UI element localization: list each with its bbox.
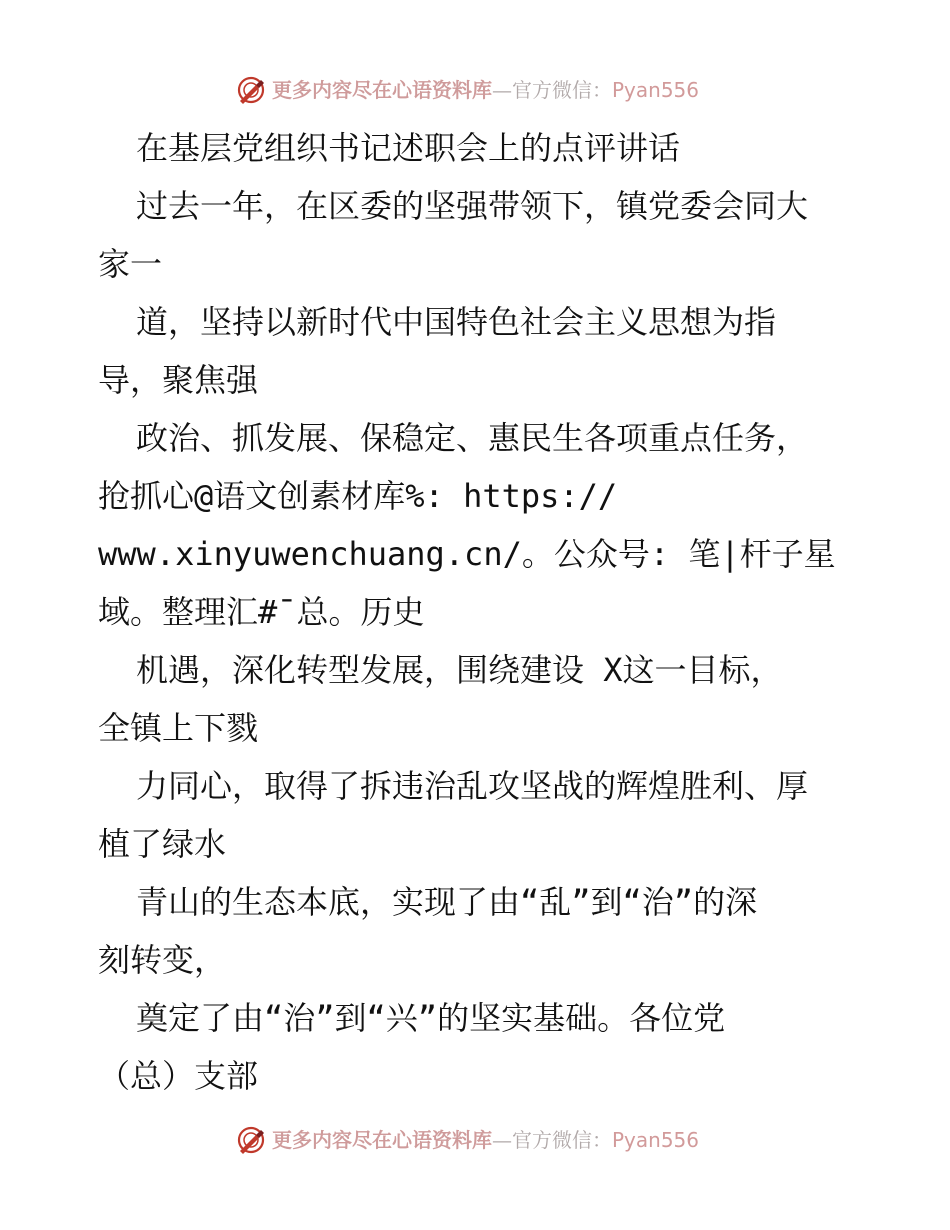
paragraph-line: 奠定了由“治”到“兴”的坚实基础。各位党	[136, 999, 726, 1037]
paragraph-line: 刻转变，	[98, 941, 227, 979]
paragraph-line: www.xinyuwenchuang.cn/。公众号: 笔|杆子星	[98, 535, 836, 573]
paragraph-line: 全镇上下戮	[98, 709, 259, 747]
header-watermark-title: 更多内容尽在心语资料库	[272, 78, 492, 102]
paragraph-line: 青山的生态本底，实现了由“乱”到“治”的深	[136, 883, 758, 921]
footer-watermark-banner	[236, 1124, 736, 1156]
paragraph-line: 机遇，深化转型发展，围绕建设 X这一目标，	[136, 651, 783, 689]
paragraph-line: 家一	[98, 245, 163, 283]
header-watermark-banner	[236, 74, 736, 106]
paragraph-line: 导，聚焦强	[98, 361, 259, 399]
paragraph-line: （总）支部	[98, 1057, 259, 1095]
header-watermark-text	[272, 80, 699, 100]
paragraph-line: 植了绿水	[98, 825, 227, 863]
footer-watermark-text	[272, 1130, 699, 1150]
paragraph-line: 域。整理汇#¯总。历史	[98, 593, 425, 631]
paragraph-line: 抢抓心@语文创素材库%: https://	[98, 477, 618, 515]
footer-watermark-wechat-label: —官方微信：	[492, 1128, 612, 1152]
footer-watermark-title: 更多内容尽在心语资料库	[272, 1128, 492, 1152]
document-title: 在基层党组织书记述职会上的点评讲话	[136, 129, 681, 167]
paragraph-line: 力同心，取得了拆违治乱攻坚战的辉煌胜利、厚	[136, 767, 809, 805]
paragraph-line: 过去一年，在区委的坚强带领下，镇党委会同大	[136, 187, 809, 225]
paragraph-line: 道，坚持以新时代中国特色社会主义思想为指	[136, 303, 777, 341]
pen-logo-icon	[236, 1125, 266, 1155]
header-watermark-wechat-label: —官方微信：	[492, 78, 612, 102]
header-watermark-wechat-id: Pyan556	[612, 78, 700, 102]
paragraph-line: 政治、抓发展、保稳定、惠民生各项重点任务，	[136, 419, 809, 457]
pen-logo-icon	[236, 75, 266, 105]
footer-watermark-wechat-id: Pyan556	[612, 1128, 700, 1152]
